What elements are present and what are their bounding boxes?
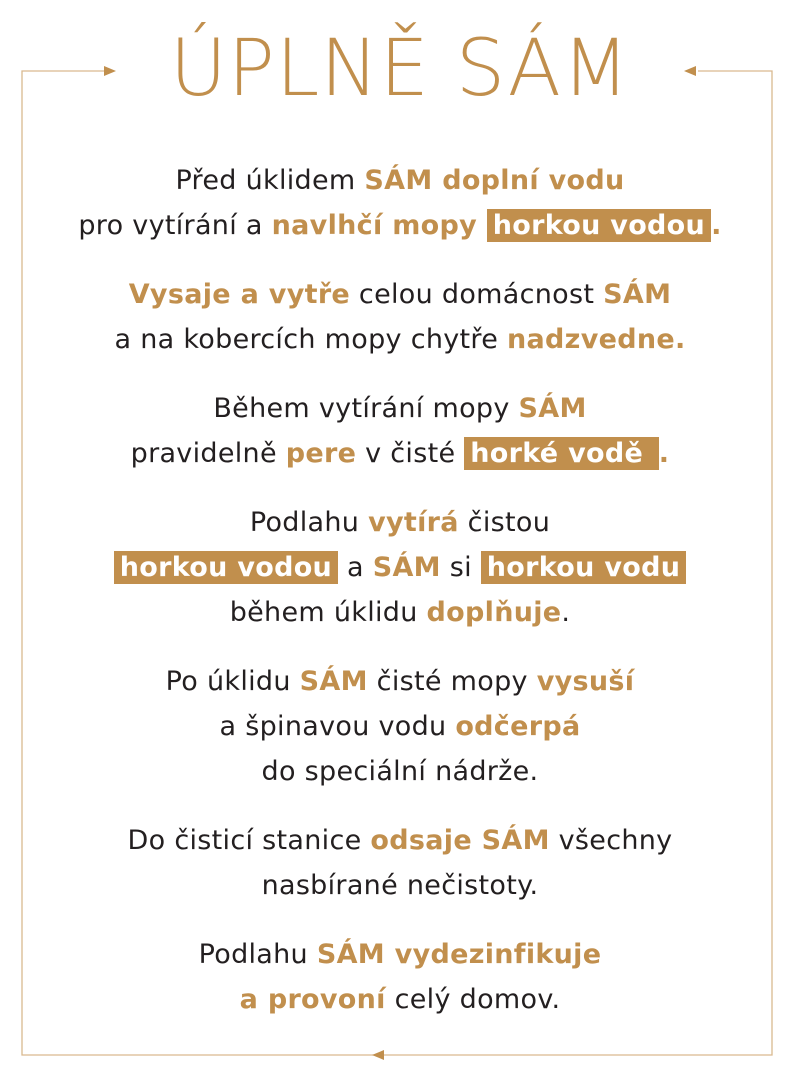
highlight-badge: horkou vodu bbox=[481, 551, 687, 584]
highlight-text: SÁM bbox=[518, 393, 587, 424]
highlight-text: odčerpá bbox=[455, 711, 581, 742]
feature-paragraph bbox=[40, 500, 760, 635]
highlight-text: SÁM bbox=[603, 279, 672, 310]
text-segment: nasbírané nečistoty. bbox=[261, 870, 539, 901]
text-segment: si bbox=[440, 552, 481, 583]
text-segment: a špinavou vodu bbox=[219, 711, 456, 742]
text-line bbox=[40, 158, 760, 203]
text-segment: celý domov. bbox=[385, 984, 561, 1015]
highlight-text: vytírá bbox=[368, 507, 459, 538]
feature-paragraph bbox=[40, 659, 760, 794]
highlight-text: doplňuje bbox=[426, 597, 562, 628]
feature-paragraph bbox=[40, 272, 760, 362]
text-segment: všechny bbox=[549, 825, 673, 856]
text-segment: Do čisticí stanice bbox=[127, 825, 371, 856]
text-line bbox=[40, 863, 760, 908]
text-segment: pro vytírání a bbox=[78, 210, 272, 241]
text-line bbox=[40, 431, 760, 476]
highlight-text: vysuší bbox=[536, 666, 635, 697]
text-segment: pravidelně bbox=[130, 438, 286, 469]
feature-paragraph bbox=[40, 386, 760, 476]
text-segment: čisté mopy bbox=[367, 666, 537, 697]
highlight-text: SÁM bbox=[299, 666, 368, 697]
feature-text bbox=[40, 158, 760, 1046]
text-line bbox=[40, 590, 760, 635]
text-line bbox=[40, 704, 760, 749]
feature-paragraph bbox=[40, 158, 760, 248]
text-segment: celou domácnost bbox=[350, 279, 604, 310]
highlight-badge: horkou vodou bbox=[114, 551, 338, 584]
text-segment: Podlahu bbox=[249, 507, 369, 538]
text-line bbox=[40, 932, 760, 977]
text-line bbox=[40, 272, 760, 317]
highlight-text: . bbox=[711, 210, 722, 241]
highlight-text: . bbox=[658, 438, 670, 469]
text-segment: během úklidu bbox=[229, 597, 427, 628]
text-line bbox=[40, 317, 760, 362]
highlight-text: SÁM doplní vodu bbox=[364, 165, 625, 196]
title-text: ÚPLNĚ SÁM bbox=[154, 24, 647, 114]
arrow-left-icon bbox=[372, 1050, 384, 1060]
highlight-text: SÁM vydezinfikuje bbox=[316, 939, 602, 970]
text-line bbox=[40, 818, 760, 863]
highlight-text: Vysaje a vytře bbox=[128, 279, 351, 310]
highlight-text: SÁM bbox=[372, 552, 441, 583]
highlight-badge: horkou vodou bbox=[487, 209, 711, 242]
text-segment: čistou bbox=[458, 507, 551, 538]
text-segment: do speciální nádrže. bbox=[261, 756, 539, 787]
highlight-text: nadzvedne. bbox=[507, 324, 686, 355]
text-line bbox=[40, 545, 760, 590]
text-segment: . bbox=[561, 597, 571, 628]
text-segment: Během vytírání mopy bbox=[213, 393, 519, 424]
page-title bbox=[0, 14, 800, 124]
text-segment: a bbox=[338, 552, 373, 583]
text-line bbox=[40, 500, 760, 545]
text-segment: a na kobercích mopy chytře bbox=[114, 324, 508, 355]
text-line bbox=[40, 386, 760, 431]
feature-paragraph bbox=[40, 932, 760, 1022]
text-line bbox=[40, 749, 760, 794]
text-line bbox=[40, 659, 760, 704]
text-line bbox=[40, 977, 760, 1022]
highlight-text: odsaje SÁM bbox=[370, 825, 550, 856]
highlight-text: a provoní bbox=[239, 984, 386, 1015]
text-segment: v čisté bbox=[356, 438, 465, 469]
text-segment: Před úklidem bbox=[175, 165, 365, 196]
feature-paragraph bbox=[40, 818, 760, 908]
text-segment: Podlahu bbox=[198, 939, 317, 970]
highlight-text: pere bbox=[285, 438, 357, 469]
text-line bbox=[40, 203, 760, 248]
highlight-text: navlhčí mopy bbox=[271, 210, 487, 241]
highlight-badge: horké vodě bbox=[464, 437, 659, 470]
text-segment: Po úklidu bbox=[165, 666, 300, 697]
